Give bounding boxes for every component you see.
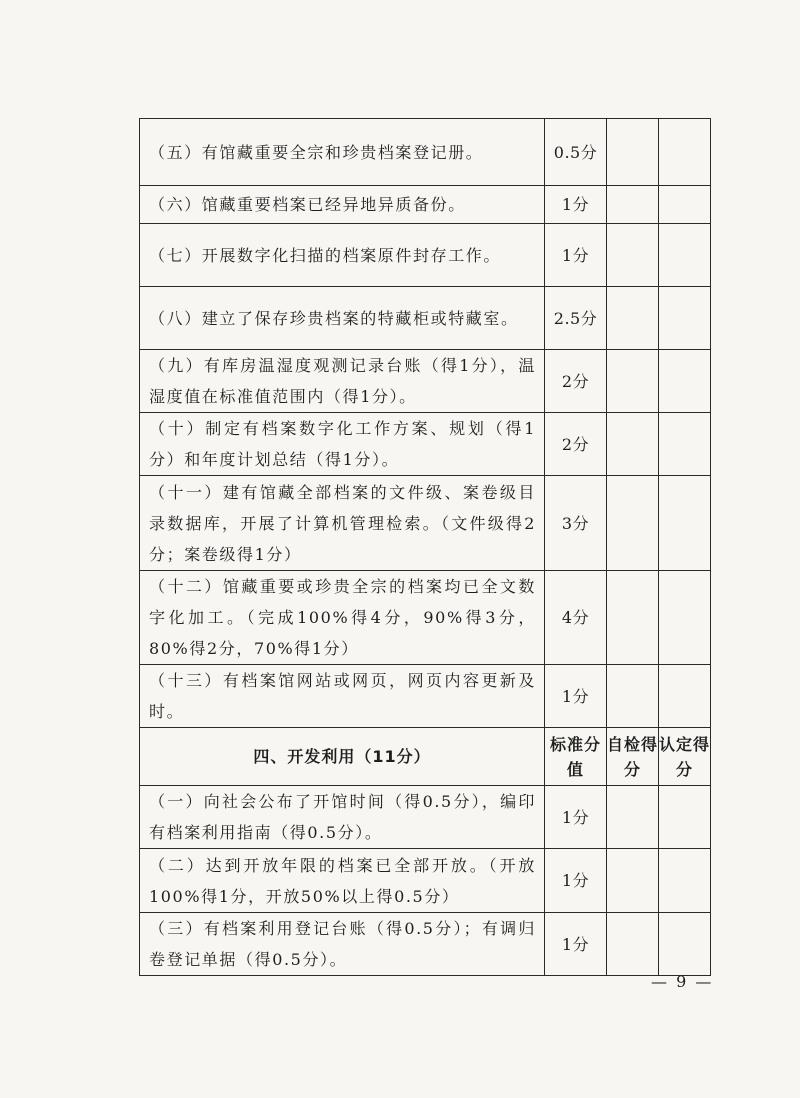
column-header-standard: 标准分值: [545, 728, 607, 786]
table-row: [140, 786, 711, 849]
self-check-score-cell: [607, 849, 659, 913]
table-row: [140, 571, 711, 665]
item-text: （一）向社会公布了开馆时间（得0.5分），编印有档案利用指南（得0.5分）。: [140, 786, 545, 849]
self-check-score-cell: [607, 476, 659, 571]
table-row: [140, 186, 711, 224]
table-row: [140, 413, 711, 476]
self-check-score-cell: [607, 186, 659, 224]
confirmed-score-cell: [659, 665, 711, 728]
confirmed-score-cell: [659, 119, 711, 186]
self-check-score-cell: [607, 786, 659, 849]
table-row: [140, 913, 711, 976]
standard-score: 4分: [545, 571, 607, 665]
standard-score: 1分: [545, 913, 607, 976]
standard-score: 0.5分: [545, 119, 607, 186]
standard-score: 1分: [545, 665, 607, 728]
self-check-score-cell: [607, 571, 659, 665]
self-check-score-cell: [607, 665, 659, 728]
confirmed-score-cell: [659, 224, 711, 287]
self-check-score-cell: [607, 224, 659, 287]
item-text: （六）馆藏重要档案已经异地异质备份。: [140, 186, 545, 224]
table-row: [140, 476, 711, 571]
section-title: 四、开发利用（11分）: [140, 728, 545, 786]
standard-score: 2分: [545, 350, 607, 413]
standard-score: 1分: [545, 786, 607, 849]
standard-score: 1分: [545, 224, 607, 287]
item-text: （九）有库房温湿度观测记录台账（得1分），温湿度值在标准值范围内（得1分）。: [140, 350, 545, 413]
confirmed-score-cell: [659, 413, 711, 476]
section-header-row: [140, 728, 711, 786]
item-text: （七）开展数字化扫描的档案原件封存工作。: [140, 224, 545, 287]
self-check-score-cell: [607, 287, 659, 350]
item-text: （三）有档案利用登记台账（得0.5分）；有调归卷登记单据（得0.5分）。: [140, 913, 545, 976]
table-row: [140, 224, 711, 287]
confirmed-score-cell: [659, 786, 711, 849]
item-text: （五）有馆藏重要全宗和珍贵档案登记册。: [140, 119, 545, 186]
item-text: （十二）馆藏重要或珍贵全宗的档案均已全文数字化加工。（完成100%得4分，90%得3分，80%得2分，70%得1分）: [140, 571, 545, 665]
standard-score: 2.5分: [545, 287, 607, 350]
item-text: （二）达到开放年限的档案已全部开放。（开放100%得1分，开放50%以上得0.5分）: [140, 849, 545, 913]
item-text: （八）建立了保存珍贵档案的特藏柜或特藏室。: [140, 287, 545, 350]
item-text: （十三）有档案馆网站或网页，网页内容更新及时。: [140, 665, 545, 728]
column-header-self-check: 自检得分: [607, 728, 659, 786]
standard-score: 1分: [545, 849, 607, 913]
confirmed-score-cell: [659, 350, 711, 413]
table-row: [140, 119, 711, 186]
standard-score: 2分: [545, 413, 607, 476]
column-header-confirmed: 认定得分: [659, 728, 711, 786]
table-row: [140, 287, 711, 350]
table-row: [140, 665, 711, 728]
page-number: — 9 —: [651, 972, 714, 991]
table-row: [140, 849, 711, 913]
item-text: （十）制定有档案数字化工作方案、规划（得1分）和年度计划总结（得1分）。: [140, 413, 545, 476]
confirmed-score-cell: [659, 186, 711, 224]
self-check-score-cell: [607, 350, 659, 413]
table-row: [140, 350, 711, 413]
item-text: （十一）建有馆藏全部档案的文件级、案卷级目录数据库，开展了计算机管理检索。（文件级得2分；案卷级得1分）: [140, 476, 545, 571]
self-check-score-cell: [607, 119, 659, 186]
self-check-score-cell: [607, 913, 659, 976]
confirmed-score-cell: [659, 849, 711, 913]
confirmed-score-cell: [659, 571, 711, 665]
standard-score: 3分: [545, 476, 607, 571]
confirmed-score-cell: [659, 476, 711, 571]
confirmed-score-cell: [659, 913, 711, 976]
standard-score: 1分: [545, 186, 607, 224]
confirmed-score-cell: [659, 287, 711, 350]
evaluation-table: [139, 118, 711, 976]
self-check-score-cell: [607, 413, 659, 476]
